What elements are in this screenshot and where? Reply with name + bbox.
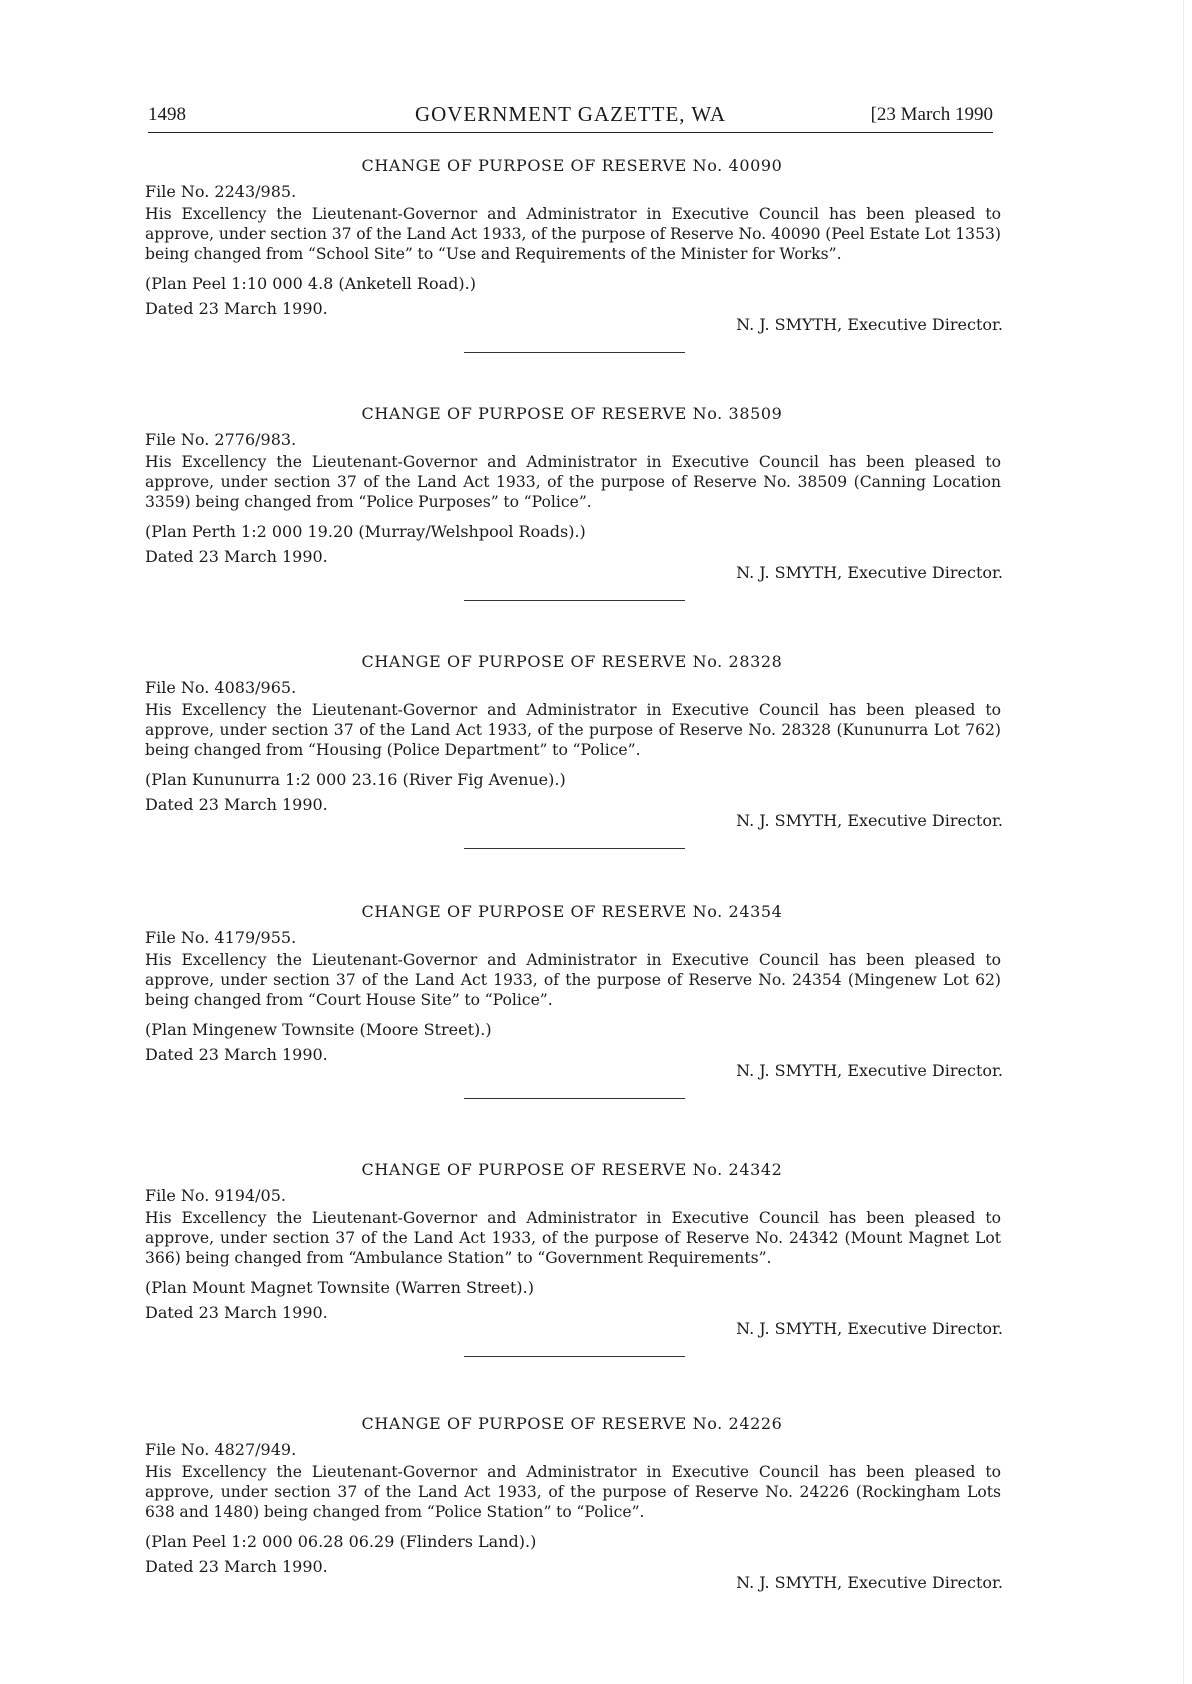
dated-line: Dated 23 March 1990.	[145, 1557, 328, 1576]
file-number: File No. 2776/983.	[145, 430, 297, 449]
notice-reserve-28328	[141, 652, 1003, 882]
notice-reserve-24226	[141, 1414, 1003, 1644]
separator-rule	[464, 848, 685, 849]
plan-reference: (Plan Kununurra 1:2 000 23.16 (River Fig Avenue).)	[145, 770, 566, 789]
notice-heading: CHANGE OF PURPOSE OF RESERVE No. 38509	[361, 404, 783, 423]
separator-rule	[464, 1356, 685, 1357]
separator-rule	[464, 600, 685, 601]
notice-reserve-40090	[141, 156, 1003, 386]
notice-body: His Excellency the Lieutenant-Governor and Administrator in Executive Council has been pleased to approve, under section 37 of the Land Act 1933, of the purpose of Reserve No. 24342 (Mount Magnet Lot 366) being changed from “Ambulance Station” to “Government Requirements”.	[145, 1209, 1001, 1267]
file-number: File No. 4179/955.	[145, 928, 297, 947]
page-header	[148, 102, 993, 133]
file-number: File No. 4827/949.	[145, 1440, 297, 1459]
notice-heading: CHANGE OF PURPOSE OF RESERVE No. 24342	[361, 1160, 783, 1179]
notice-body: His Excellency the Lieutenant-Governor and Administrator in Executive Council has been pleased to approve, under section 37 of the Land Act 1933, of the purpose of Reserve No. 28328 (Kununurra Lot 762) being changed from “Housing (Police Department” to “Police”.	[145, 701, 1001, 759]
plan-reference: (Plan Mingenew Townsite (Moore Street).)	[145, 1020, 492, 1039]
issue-date: [23 March 1990	[870, 104, 993, 125]
dated-line: Dated 23 March 1990.	[145, 299, 328, 318]
notice-body: His Excellency the Lieutenant-Governor and Administrator in Executive Council has been pleased to approve, under section 37 of the Land Act 1933, of the purpose of Reserve No. 24354 (Mingenew Lot 62) being changed from “Court House Site” to “Police”.	[145, 951, 1001, 1009]
dated-line: Dated 23 March 1990.	[145, 1045, 328, 1064]
page-number: 1498	[148, 104, 186, 125]
notice-reserve-38509	[141, 404, 1003, 634]
notice-body: His Excellency the Lieutenant-Governor and Administrator in Executive Council has been pleased to approve, under section 37 of the Land Act 1933, of the purpose of Reserve No. 40090 (Peel Estate Lot 1353) being changed from “School Site” to “Use and Requirements of the Minister for Works”.	[145, 205, 1001, 263]
signature: N. J. SMYTH, Executive Director.	[736, 1319, 1003, 1338]
notice-heading: CHANGE OF PURPOSE OF RESERVE No. 28328	[361, 652, 783, 671]
notice-body: His Excellency the Lieutenant-Governor and Administrator in Executive Council has been pleased to approve, under section 37 of the Land Act 1933, of the purpose of Reserve No. 24226 (Rockingham Lots 638 and 1480) being changed from “Police Station” to “Police”.	[145, 1463, 1001, 1521]
notice-reserve-24342	[141, 1160, 1003, 1390]
file-number: File No. 9194/05.	[145, 1186, 286, 1205]
separator-rule	[464, 1098, 685, 1099]
signature: N. J. SMYTH, Executive Director.	[736, 811, 1003, 830]
dated-line: Dated 23 March 1990.	[145, 547, 328, 566]
notice-heading: CHANGE OF PURPOSE OF RESERVE No. 24226	[361, 1414, 783, 1433]
plan-reference: (Plan Mount Magnet Townsite (Warren Street).)	[145, 1278, 534, 1297]
plan-reference: (Plan Perth 1:2 000 19.20 (Murray/Welshpool Roads).)	[145, 522, 586, 541]
dated-line: Dated 23 March 1990.	[145, 795, 328, 814]
plan-reference: (Plan Peel 1:10 000 4.8 (Anketell Road).)	[145, 274, 476, 293]
notice-body: His Excellency the Lieutenant-Governor and Administrator in Executive Council has been pleased to approve, under section 37 of the Land Act 1933, of the purpose of Reserve No. 38509 (Canning Location 3359) being changed from “Police Purposes” to “Police”.	[145, 453, 1001, 511]
plan-reference: (Plan Peel 1:2 000 06.28 06.29 (Flinders Land).)	[145, 1532, 537, 1551]
page-edge	[1183, 0, 1184, 1684]
notice-heading: CHANGE OF PURPOSE OF RESERVE No. 24354	[361, 902, 783, 921]
signature: N. J. SMYTH, Executive Director.	[736, 1573, 1003, 1592]
gazette-title: GOVERNMENT GAZETTE, WA	[414, 102, 727, 126]
file-number: File No. 4083/965.	[145, 678, 297, 697]
dated-line: Dated 23 March 1990.	[145, 1303, 328, 1322]
notice-heading: CHANGE OF PURPOSE OF RESERVE No. 40090	[361, 156, 783, 175]
signature: N. J. SMYTH, Executive Director.	[736, 1061, 1003, 1080]
signature: N. J. SMYTH, Executive Director.	[736, 563, 1003, 582]
separator-rule	[464, 352, 685, 353]
file-number: File No. 2243/985.	[145, 182, 297, 201]
notice-reserve-24354	[141, 902, 1003, 1132]
signature: N. J. SMYTH, Executive Director.	[736, 315, 1003, 334]
